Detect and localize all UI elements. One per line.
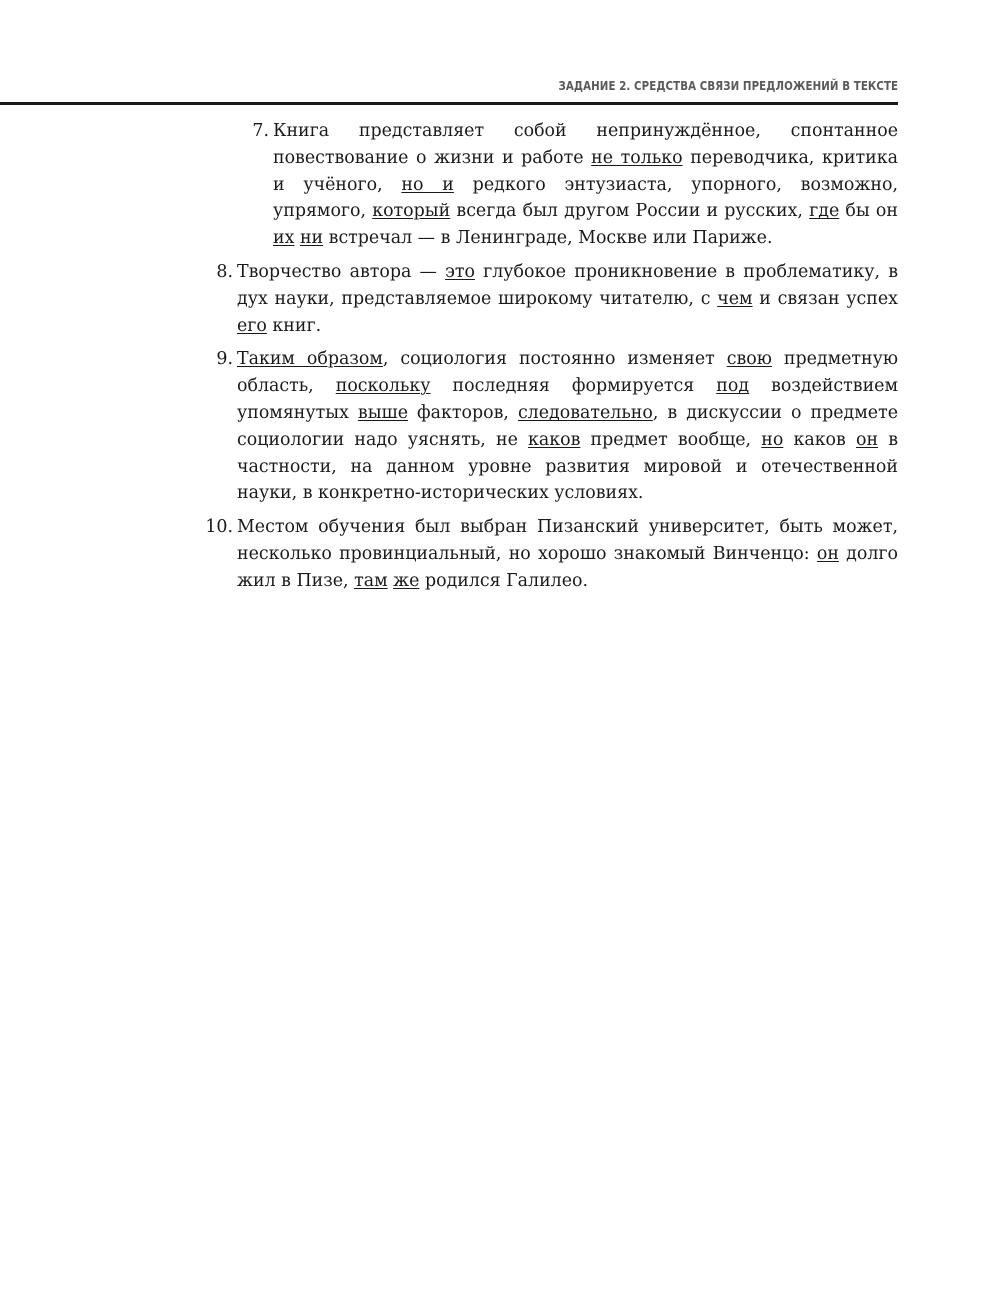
item-number: 10. [205,517,233,538]
connector-word: это [445,261,475,282]
text-run: бы он [839,201,898,222]
text-run: каков [783,429,856,450]
text-run: долго жил в Пизе, [237,543,898,591]
connector-word: не только [591,147,683,168]
connector-word: свою [726,349,772,370]
running-header-title: ЗАДАНИЕ 2. СРЕДСТВА СВЯЗИ ПРЕДЛОЖЕНИЙ В ТЕКСТЕ [558,78,898,93]
text-run: воздействием упомянутых [237,376,898,423]
text-run: встречал — в Ленинграде, Москве или Париже. [323,228,773,249]
text-run: факторов, [408,402,518,423]
text-run: предмет вообще, [580,429,762,450]
list-item [252,118,898,252]
item-number: 9. [216,349,233,370]
connector-word: он [816,543,839,564]
text-run: , в дискуссии о предмете социологии надо уяснять, не [237,402,898,450]
list-item [216,259,898,339]
connector-word: под [716,376,750,397]
item-number: 7. [252,121,269,141]
connector-word: там [354,570,388,591]
text-run: Местом обучения был выбран Пизанский университет, быть может, несколько провинциальный, но хорошо знакомый Винченцо: [237,517,898,564]
text-run: книг. [266,315,322,336]
text-run: Книга представляет собой непринуждённое, спонтанное повествование о жизни и работе [273,121,898,168]
running-header [0,74,898,105]
text-run: глубокое проникновение в проблематику, в дух науки, представляемое широкому читателю, с [237,261,898,309]
text-run: в частности, на данном уровне развития мировой и отечественной науки, в конкретно-исторических условиях. [237,429,898,504]
text-run: предметную область, [237,349,899,397]
connector-word: его [237,315,267,336]
connector-word: он [855,429,879,450]
text-run: и связан успех [752,288,898,309]
text-run: переводчика, критика и учёного, [273,147,898,195]
connector-word: чем [717,288,753,309]
connector-word: каков [528,429,581,450]
text-run: , социология постоянно изменяет [382,349,727,370]
text-run: последняя формируется [430,376,717,397]
connector-word: который [372,201,451,222]
connector-word: но и [401,174,454,195]
connector-word: выше [357,402,409,423]
item-text [273,118,898,252]
item-number: 8. [216,261,233,282]
connector-word: где [809,201,840,222]
item-text [237,259,898,339]
item-text [237,346,898,507]
sentence-list [0,118,898,602]
connector-word: ни [299,228,324,249]
text-run: родился Галилео. [419,570,589,591]
connector-word: следовательно [517,402,653,423]
text-run: редкого энтузиаста, упорного, возможно, упрямого, [273,174,898,222]
list-item [205,514,898,594]
item-text [237,514,898,594]
list-item [216,346,899,507]
text-run: всегда был другом России и русских, [450,201,810,222]
connector-word: но [761,429,784,450]
connector-word: Таким образом [237,349,383,370]
text-run: Творчество автора — [237,261,446,282]
connector-word: их [273,228,295,249]
connector-word: же [393,570,420,591]
connector-word: поскольку [335,376,431,397]
